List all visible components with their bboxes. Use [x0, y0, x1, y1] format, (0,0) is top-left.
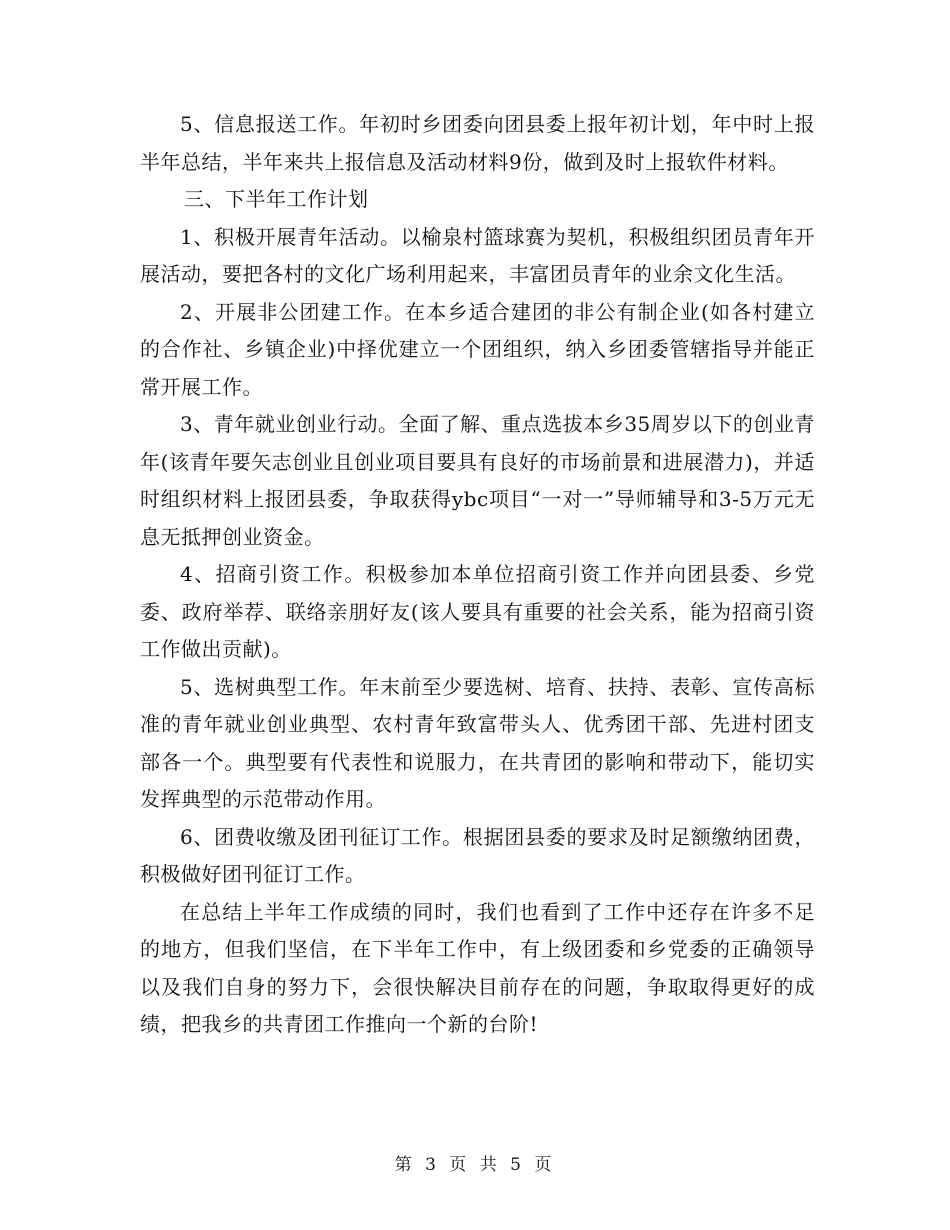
paragraph-investment-attraction: 4、招商引资工作。积极参加本单位招商引资工作并向团县委、乡党委、政府举荐、联络亲朋好友(该人要具有重要的社会关系，能为招商引资工作做出贡献)。 [140, 562, 815, 661]
paragraph-youth-activities: 1、积极开展青年活动。以榆泉村篮球赛为契机，积极组织团员青年开展活动，要把各村的文化广场利用起来，丰富团员青年的业余文化生活。 [140, 224, 815, 286]
paragraph-model-selection: 5、选树典型工作。年末前至少要选树、培育、扶持、表彰、宣传高标准的青年就业创业典型、农村青年致富带头人、优秀团干部、先进村团支部各一个。典型要有代表性和说服力，在共青团的影响和带动下，能切实发挥典型的示范带动作用。 [140, 674, 815, 811]
paragraph-info-reporting: 5、信息报送工作。年初时乡团委向团县委上报年初计划，年中时上报半年总结，半年来共上报信息及活动材料9份，做到及时上报软件材料。 [140, 112, 815, 174]
document-body [140, 106, 815, 1044]
page-number-footer: 第 3 页 共 5 页 [394, 1155, 556, 1175]
paragraph-non-public-league-building: 2、开展非公团建工作。在本乡适合建团的非公有制企业(如各村建立的合作社、乡镇企业)中择优建立一个团组织，纳入乡团委管辖指导并能正常开展工作。 [140, 299, 815, 399]
section-heading-second-half-plan: 三、下半年工作计划 [184, 187, 369, 211]
paragraph-youth-employment: 3、青年就业创业行动。全面了解、重点选拔本乡35周岁以下的创业青年(该青年要矢志创业且创业项目要具有良好的市场前景和进展潜力)，并适时组织材料上报团县委，争取获得ybc项目“一对一”导师辅导和3-5万元无息无抵押创业资金。 [140, 412, 815, 549]
paragraph-league-fees: 6、团费收缴及团刊征订工作。根据团县委的要求及时足额缴纳团费，积极做好团刊征订工作。 [140, 824, 815, 886]
paragraph-conclusion: 在总结上半年工作成绩的同时，我们也看到了工作中还存在许多不足的地方，但我们坚信，在下半年工作中，有上级团委和乡党委的正确领导以及我们自身的努力下，会很快解决目前存在的问题，争取取得更好的成绩，把我乡的共青团工作推向一个新的台阶! [140, 899, 815, 1036]
